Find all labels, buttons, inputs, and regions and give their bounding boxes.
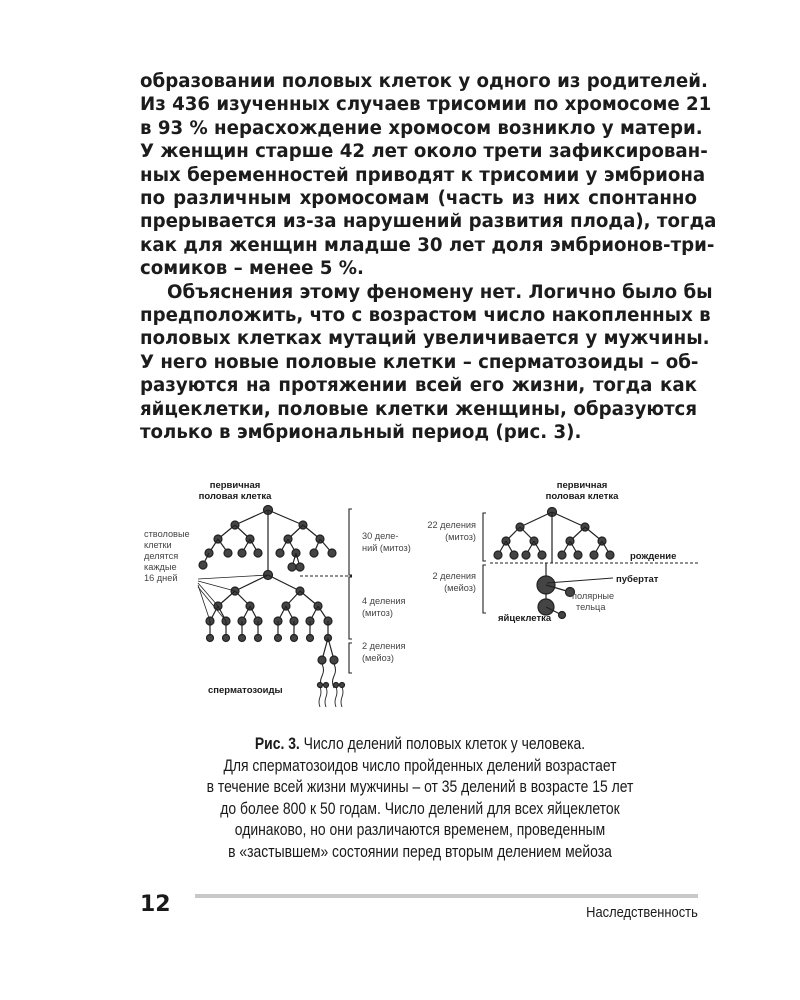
male-lineage-tree [198, 506, 345, 708]
cell-node [574, 551, 582, 559]
cell-division-figure [140, 475, 700, 725]
bracket-2-label: 2 деления [362, 641, 406, 651]
body-line: прерывается из-за нарушений развития плода), тогда [140, 211, 717, 233]
caption-line: в течение всей жизни мужчины – от 35 делений в возрасте 15 лет [206, 778, 634, 797]
cell-node [199, 561, 207, 569]
body-line: У женщин старше 42 лет около трети зафиксирован- [140, 141, 708, 163]
caption-label: Рис. 3. [254, 735, 300, 753]
caption-line: одинаково, но они различаются временем, проведенным [234, 821, 606, 840]
cell-node [334, 683, 339, 688]
body-line: как для женщин младше 30 лет доля эмбрионов-три- [140, 234, 715, 256]
bracket-30-divisions [349, 509, 352, 575]
polar-bodies-label: полярные [572, 591, 615, 601]
figure-caption [162, 734, 678, 864]
cell-node [255, 635, 262, 642]
stem-cells-label: делятся [144, 551, 179, 561]
caption-line: Для сперматозоидов число пройденных делений возрастает [223, 756, 617, 775]
birth-label: рождение [630, 551, 677, 562]
stem-cells-label: каждые [144, 562, 177, 572]
cell-node [275, 635, 282, 642]
caption-title: Число делений половых клеток у человека. [299, 735, 586, 753]
cell-node [494, 551, 502, 559]
body-line: разуются на протяжении всей его жизни, тогда как [140, 375, 697, 397]
sperm-tail [319, 687, 321, 707]
bracket-4-divisions [349, 577, 352, 639]
female-top-label: половая клетка [545, 491, 619, 502]
bracket-30-label: ний (митоз) [362, 543, 411, 553]
body-line: У него новые половые клетки – сперматозоиды – об- [140, 351, 699, 373]
egg-cell-label: яйцеклетка [498, 613, 552, 624]
stem-pointer [198, 575, 268, 579]
sperm-label: сперматозоиды [208, 685, 283, 696]
female-top-label: первичная [556, 480, 608, 491]
cell-node [310, 549, 318, 557]
bracket-meiosis [483, 565, 486, 613]
caption-line [162, 734, 678, 756]
lineage-branch [520, 512, 552, 527]
cell-node [307, 635, 314, 642]
cell-node [324, 683, 329, 688]
footer-divider [195, 894, 698, 898]
body-line: ных беременностей приводят к трисомии у эмбриона [140, 164, 706, 186]
division-diagram-svg [140, 475, 700, 725]
cell-node [559, 612, 566, 619]
bracket-2-divisions [349, 643, 352, 673]
caption-line: до более 800 к 50 годам. Число делений для всех яйцеклеток [220, 799, 620, 818]
female-22-label: (митоз) [445, 532, 476, 542]
cell-node [276, 549, 284, 557]
cell-node [291, 635, 298, 642]
sperm-tail [335, 687, 337, 707]
lineage-branch [268, 575, 300, 591]
stem-cells-label: клетки [144, 540, 172, 550]
body-line: сомиков – менее 5 %. [140, 258, 364, 280]
female-22-label: 22 деления [427, 520, 476, 530]
bracket-4-label: 4 деления [362, 596, 406, 606]
stem-cells-label: стволовые [144, 529, 190, 539]
stem-cells-label: 16 дней [144, 573, 178, 583]
female-meiosis-label: (мейоз) [444, 583, 476, 593]
lineage-branch [552, 512, 585, 527]
page-number: 12 [140, 892, 171, 917]
lineage-branch [235, 575, 268, 591]
cell-node [330, 656, 338, 664]
cell-node [340, 683, 345, 688]
body-line: Объяснения этому феномену нет. Логично было бы [167, 281, 713, 303]
female-meiosis-label: 2 деления [432, 571, 476, 581]
lineage-branch [235, 510, 268, 525]
body-line: половых клетках мутаций увеличивается у мужчины. [140, 328, 710, 350]
puberty-label: пубертат [616, 574, 659, 585]
cell-node [224, 549, 232, 557]
body-text [140, 70, 717, 445]
cell-node [296, 563, 304, 571]
male-top-label: первичная [209, 480, 261, 491]
bracket-22-divisions [483, 513, 486, 561]
cell-node [318, 683, 323, 688]
cell-node [558, 551, 566, 559]
cell-node [522, 551, 530, 559]
bracket-2-label: (мейоз) [362, 653, 394, 663]
cell-node [207, 635, 214, 642]
cell-node [238, 549, 246, 557]
sperm-tail [341, 687, 343, 707]
cell-node [510, 551, 518, 559]
cell-node [606, 551, 614, 559]
running-title: Наследственность [586, 904, 698, 921]
cell-node [590, 551, 598, 559]
bracket-30-label: 30 деле- [362, 531, 399, 541]
cell-node [318, 656, 326, 664]
polar-bodies-label: тельца [576, 602, 606, 612]
body-line: только в эмбриональный период (рис. 3). [140, 422, 582, 444]
body-line: предположить, что с возрастом число накопленных в [140, 305, 711, 327]
lineage-branch [268, 510, 303, 525]
sperm-tail [325, 687, 327, 707]
body-line: Из 436 изученных случаев трисомии по хромосоме 21 [140, 94, 712, 116]
cell-node [328, 549, 336, 557]
cell-node [254, 549, 262, 557]
cell-node [288, 563, 296, 571]
puberty-pointer [547, 578, 613, 583]
cell-node [538, 551, 546, 559]
body-line: образовании половых клеток у одного из родителей. [140, 71, 708, 92]
male-top-label: половая клетка [198, 491, 272, 502]
body-line: в 93 % нерасхождение хромосом возникло у матери. [140, 117, 703, 139]
body-line: по различным хромосомам (часть из них спонтанно [140, 188, 697, 210]
cell-node [239, 635, 246, 642]
bracket-4-label: (митоз) [362, 608, 393, 618]
caption-line: в «застывшем» состоянии перед вторым делением мейоза [228, 842, 612, 861]
body-line: яйцеклетки, половые клетки женщины, образуются [140, 398, 697, 420]
cell-node [223, 635, 230, 642]
